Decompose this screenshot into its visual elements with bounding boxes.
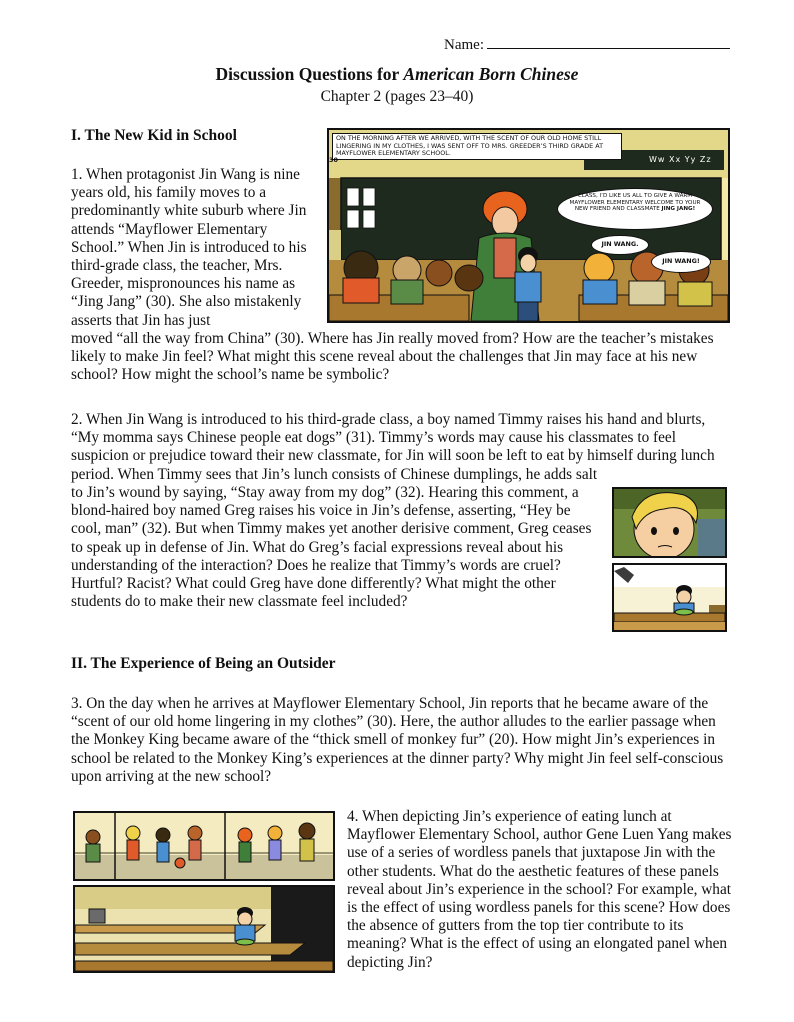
speech-bubble-jin: JIN WANG. — [591, 235, 649, 255]
page-title: Discussion Questions for American Born Chinese — [215, 64, 579, 84]
page-subtitle: Chapter 2 (pages 23–40) — [320, 88, 474, 105]
panel-1-page-number: 30 — [329, 156, 338, 164]
comic-panel-jin-lunch — [612, 563, 727, 632]
name-label: Name: — [444, 37, 484, 53]
question-1-part-a: 1. When protagonist Jin Wang is nine years old, his family moves to a predominantly white suburb where Jin attends “Mayflower Elementary School.” When Jin is introduced to his third-grade class, the teacher, Mrs. Greeder, mispronounces his name as “Jing Jang” (30). She also mistakenly asserts that Jin has just — [71, 166, 307, 329]
comic-panel-playground — [73, 811, 335, 881]
section-1-heading: I. The New Kid in School — [71, 127, 237, 144]
name-field[interactable] — [444, 34, 730, 54]
question-4: 4. When depicting Jin’s experience of eating lunch at Mayflower Elementary School, author Gene Luen Yang makes use of a series of wordless panels that juxtapose Jin with the other students. What do the aesthetic features of these panels reveal about Jin’s experience in the school? For example, what is the effect of using wordless panels for this scene? How does the absence of gutters from the top tier contribute to its meaning? What is the effect of using an elongated panel when depicting Jin? — [347, 808, 732, 971]
section-2-heading: II. The Experience of Being an Outsider — [71, 655, 336, 672]
question-2-part-a: 2. When Jin Wang is introduced to his third-grade class, a boy named Timmy raises his hand and blurts, “My momma says Chinese people eat dogs” (31). Timmy’s words may cause his classmates to feel suspicion or prejudice toward their new classmate, for Jin will soon be left to eat by himself during lunch period. When Timmy sees that Jin’s lunch consists of Chinese dumplings, he adds salt — [71, 411, 715, 483]
playground-illustration — [75, 813, 333, 879]
mispronounced-name: JING JANG! — [661, 206, 696, 213]
question-1-part-b: moved “all the way from China” (30). Where has Jin really moved from? How are the teacher’s mistakes likely to make Jin feel? What might this scene reveal about the challenges that Jin may face at his new school? How might the school’s name be symbolic? — [71, 330, 714, 384]
speech-bubble-teacher-welcome: CLASS, I’D LIKE US ALL TO GIVE A WARM MAYFLOWER ELEMENTARY WELCOME TO YOUR NEW FRIEND AND CLASSMATE JING JANG! — [557, 188, 713, 230]
book-title: American Born Chinese — [403, 64, 579, 84]
blackboard-letters: Ww Xx Yy Zz — [649, 155, 712, 164]
cafeteria-illustration — [75, 887, 333, 971]
speech-bubble-teacher-2: JIN WANG! — [651, 251, 711, 273]
jin-lunch-illustration — [614, 565, 725, 630]
question-3: 3. On the day when he arrives at Mayflower Elementary School, Jin reports that he became aware of the “scent of our old home lingering in my clothes” (30). Here, the author alludes to the earlier passage when the Monkey King became aware of the “thick smell of monkey fur” (20). How might Jin’s experiences in school be related to the Monkey King’s experiences at the dinner party? Why might Jin feel self-conscious upon arriving at the new school? — [71, 695, 724, 785]
name-blank[interactable] — [487, 34, 730, 49]
comic-panel-greg — [612, 487, 727, 558]
panel-1-caption: ON THE MORNING AFTER WE ARRIVED, WITH THE SCENT OF OUR OLD HOME STILL LINGERING IN MY CLOTHES, I WAS SENT OFF TO MRS. GREEDER’S THIRD GRADE AT MAYFLOWER ELEMENTARY SCHOOL. — [332, 133, 622, 160]
greg-illustration — [614, 489, 725, 556]
comic-panel-classroom — [327, 128, 730, 323]
comic-panel-cafeteria — [73, 885, 335, 973]
question-2-part-b: to Jin’s wound by saying, “Stay away from my dog” (32). Hearing this comment, a blond-haired boy named Greg raises his voice in Jin’s defense, asserting, “Hey be cool, man” (32). But when Timmy makes yet another derisive comment, Greg ceases to speak up in defense of Jin. What do Greg’s facial expressions reveal about his understanding of the interaction? Does he realize that Timmy’s words are cruel? Hurtful? Racist? What could Greg have done differently? What might the other students do to make their new classmate feel included? — [71, 484, 592, 611]
